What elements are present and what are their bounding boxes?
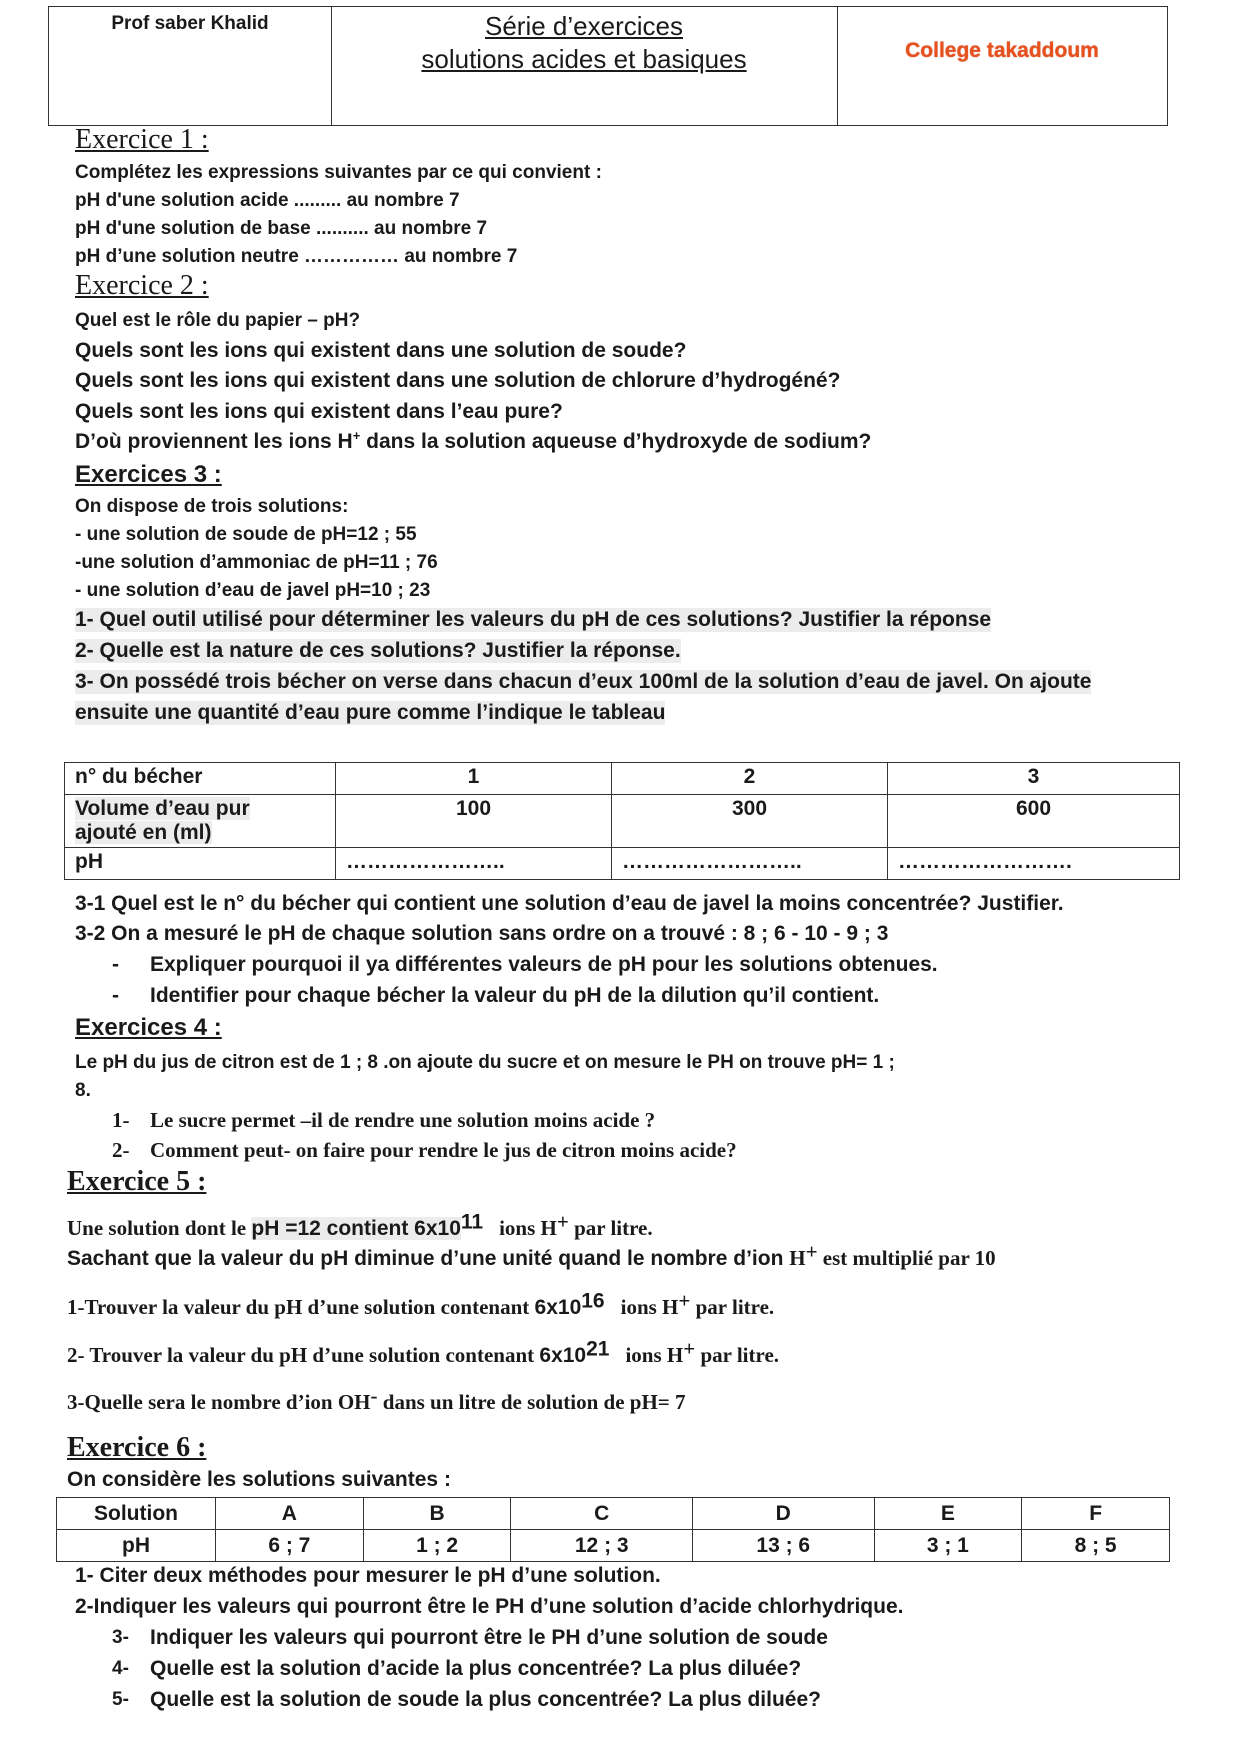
table-cell: 100 <box>336 795 612 848</box>
ex5-exponent: + <box>678 1288 691 1313</box>
table-cell: 8 ; 5 <box>1022 1530 1170 1562</box>
table-cell: n° du bécher <box>65 763 336 795</box>
table-row <box>65 848 1180 880</box>
ex3-question: 3-2 On a mesuré le pH de chaque solution sans ordre on a trouvé : 8 ; 6 - 10 - 9 ; 3 <box>75 922 889 945</box>
ex3-intro-line: On dispose de trois solutions: <box>75 496 349 517</box>
ex6-question: Quelle est la solution de soude la plus concentrée? La plus diluée? <box>150 1688 821 1711</box>
ex5-text: 3-Quelle sera le nombre d’ion OH <box>67 1390 371 1414</box>
ex5-text: 6x10 <box>534 1296 582 1319</box>
ex5-exponent: + <box>556 1209 569 1234</box>
ex5-text: 1-Trouver la valeur du pH d’une solution contenant <box>67 1295 535 1319</box>
ex3-intro-line: - une solution d’eau de javel pH=10 ; 23 <box>75 580 431 601</box>
table-cell: 1 <box>336 763 612 795</box>
ex2-question: Quel est le rôle du papier – pH? <box>75 310 361 331</box>
ex6-q-number: 4- <box>112 1658 129 1679</box>
ex5-text: ions H <box>620 1295 679 1319</box>
ex3-question: 3-1 Quel est le n° du bécher qui contient une solution d’eau de javel la moins concentrée? Justifier. <box>75 892 1064 915</box>
ex5-text: ions H <box>499 1216 557 1240</box>
ex3-question: ensuite une quantité d’eau pure comme l’indique le tableau <box>75 701 666 724</box>
ex5-text: 2- Trouver la valeur du pH d’une solution contenant <box>67 1343 540 1367</box>
table-cell: D <box>692 1498 874 1530</box>
header-author-cell <box>49 7 332 125</box>
ex5-text: 6x10 <box>539 1344 587 1367</box>
ex5-text: H <box>789 1246 806 1270</box>
ex6-question: Indiquer les valeurs qui pourront être le PH d’une solution de soude <box>150 1626 828 1649</box>
ex6-intro: On considère les solutions suivantes : <box>67 1468 451 1491</box>
table-cell: 3 ; 1 <box>874 1530 1022 1562</box>
table-cell: F <box>1022 1498 1170 1530</box>
ex6-question: 1- Citer deux méthodes pour mesurer le pH d’une solution. <box>75 1564 661 1587</box>
table-cell: A <box>216 1498 364 1530</box>
ex4-statement: Le pH du jus de citron est de 1 ; 8 .on ajoute du sucre et on mesure le PH on trouve pH= 1 ; <box>75 1052 895 1073</box>
ex4-q-number: 1- <box>112 1108 130 1132</box>
ex4-statement: 8. <box>75 1080 91 1101</box>
page-title: Série d’exercices <box>485 11 683 41</box>
table-cell: 600 <box>888 795 1180 848</box>
table-cell-text: ajouté en (ml) <box>75 821 212 844</box>
ex5-text: Une solution dont le <box>67 1216 252 1240</box>
ex5-exponent: 16 <box>581 1289 605 1313</box>
ex5-text: par litre. <box>690 1295 775 1319</box>
table-cell: 2 <box>612 763 888 795</box>
ex2-question: Quels sont les ions qui existent dans une solution de soude? <box>75 339 687 362</box>
header-school-cell <box>837 7 1167 125</box>
table-cell: 300 <box>612 795 888 848</box>
table-cell: C <box>511 1498 693 1530</box>
page-subtitle: solutions acides et basiques <box>421 44 747 74</box>
table-cell: E <box>874 1498 1022 1530</box>
ex5-text: ions H <box>625 1343 684 1367</box>
ex1-line: pH d’une solution neutre …………… au nombre 7 <box>75 246 518 267</box>
ex5-statement <box>67 1209 653 1241</box>
ex6-q-number: 5- <box>112 1689 129 1710</box>
ex1-line: pH d'une solution de base .......... au nombre 7 <box>75 218 488 239</box>
ex3-intro-line: -une solution d’ammoniac de pH=11 ; 76 <box>75 552 438 573</box>
ex5-text: Sachant que la valeur du pH diminue d’une unité quand le nombre d’ion <box>67 1247 790 1270</box>
ex2-q5-sup: + <box>352 428 361 443</box>
ex3-question: 3- On possédé trois bécher on verse dans chacun d’eux 100ml de la solution d’eau de javel. On ajoute <box>75 670 1092 693</box>
table-row <box>65 763 1180 795</box>
table-cell: B <box>363 1498 511 1530</box>
ex3-question: 1- Quel outil utilisé pour déterminer les valeurs du pH de ces solutions? Justifier la réponse <box>75 608 992 631</box>
ex6-question: Quelle est la solution d’acide la plus concentrée? La plus diluée? <box>150 1657 802 1680</box>
table-row <box>57 1530 1170 1562</box>
ex6-title: Exercice 6 : <box>67 1432 207 1463</box>
ex4-question: Le sucre permet –il de rendre une solution moins acide ? <box>150 1108 656 1132</box>
school-name: College takaddoum <box>905 39 1099 62</box>
table-cell: 3 <box>888 763 1180 795</box>
ex5-text: pH =12 contient 6x10 <box>251 1217 461 1240</box>
ex2-q5-rest: dans la solution aqueuse d’hydroxyde de sodium? <box>360 430 872 453</box>
ex5-statement <box>67 1239 996 1271</box>
ex3-bullet: Identifier pour chaque bécher la valeur du pH de la dilution qu’il contient. <box>150 984 880 1007</box>
ex3-question: 2- Quelle est la nature de ces solutions? Justifier la réponse. <box>75 639 681 662</box>
ex2-q5-text: D’où proviennent les ions H <box>75 430 353 453</box>
header-title-cell <box>331 7 838 125</box>
ex3-title: Exercices 3 : <box>75 461 222 488</box>
table-cell: 1 ; 2 <box>363 1530 511 1562</box>
ex2-title: Exercice 2 : <box>75 270 209 301</box>
table-cell: Solution <box>57 1498 216 1530</box>
ex3-intro-line: - une solution de soude de pH=12 ; 55 <box>75 524 417 545</box>
ex1-title: Exercice 1 : <box>75 124 209 155</box>
table-cell <box>65 795 336 848</box>
ex5-question <box>67 1383 686 1415</box>
ex1-line: Complétez les expressions suivantes par ce qui convient : <box>75 162 602 183</box>
ex5-text: par litre. <box>695 1343 780 1367</box>
ex5-question <box>67 1288 775 1320</box>
table-cell: pH <box>57 1530 216 1562</box>
ex2-question: Quels sont les ions qui existent dans l’eau pure? <box>75 400 563 423</box>
ex5-exponent: + <box>683 1336 696 1361</box>
table-row <box>65 795 1180 848</box>
ex4-question: Comment peut- on faire pour rendre le jus de citron moins acide? <box>150 1138 737 1162</box>
bullet-dash: - <box>112 953 119 976</box>
table-cell: 13 ; 6 <box>692 1530 874 1562</box>
ex3-table <box>64 762 1180 880</box>
ex2-question: Quels sont les ions qui existent dans une solution de chlorure d’hydrogéné? <box>75 369 841 392</box>
table-cell: …………………….. <box>612 848 888 880</box>
ex5-title: Exercice 5 : <box>67 1166 207 1197</box>
ex5-text: par litre. <box>568 1216 653 1240</box>
header-box <box>48 6 1168 126</box>
table-cell: pH <box>65 848 336 880</box>
ex3-bullet: Expliquer pourquoi il ya différentes valeurs de pH pour les solutions obtenues. <box>150 953 938 976</box>
ex6-table <box>56 1497 1170 1562</box>
ex5-exponent: - <box>370 1383 378 1408</box>
ex1-line: pH d'une solution acide ......... au nombre 7 <box>75 190 460 211</box>
ex5-exponent: 11 <box>460 1210 484 1234</box>
table-cell: ……………………. <box>888 848 1180 880</box>
ex6-question: 2-Indiquer les valeurs qui pourront être le PH d’une solution d’acide chlorhydrique. <box>75 1595 904 1618</box>
table-row <box>57 1498 1170 1530</box>
ex5-text: est multiplié par 10 <box>817 1246 996 1270</box>
ex5-exponent: 21 <box>586 1337 610 1361</box>
table-cell: 6 ; 7 <box>216 1530 364 1562</box>
bullet-dash: - <box>112 984 119 1007</box>
ex4-q-number: 2- <box>112 1138 130 1162</box>
ex5-exponent: + <box>805 1239 818 1264</box>
table-cell: ………………….. <box>336 848 612 880</box>
ex2-question <box>75 430 871 454</box>
table-cell-text: Volume d’eau pur <box>75 797 250 820</box>
ex6-q-number: 3- <box>112 1627 129 1648</box>
ex4-title: Exercices 4 : <box>75 1014 222 1041</box>
table-cell: 12 ; 3 <box>511 1530 693 1562</box>
author: Prof saber Khalid <box>111 13 269 34</box>
ex5-text: dans un litre de solution de pH= 7 <box>377 1390 686 1414</box>
ex5-question <box>67 1336 780 1368</box>
